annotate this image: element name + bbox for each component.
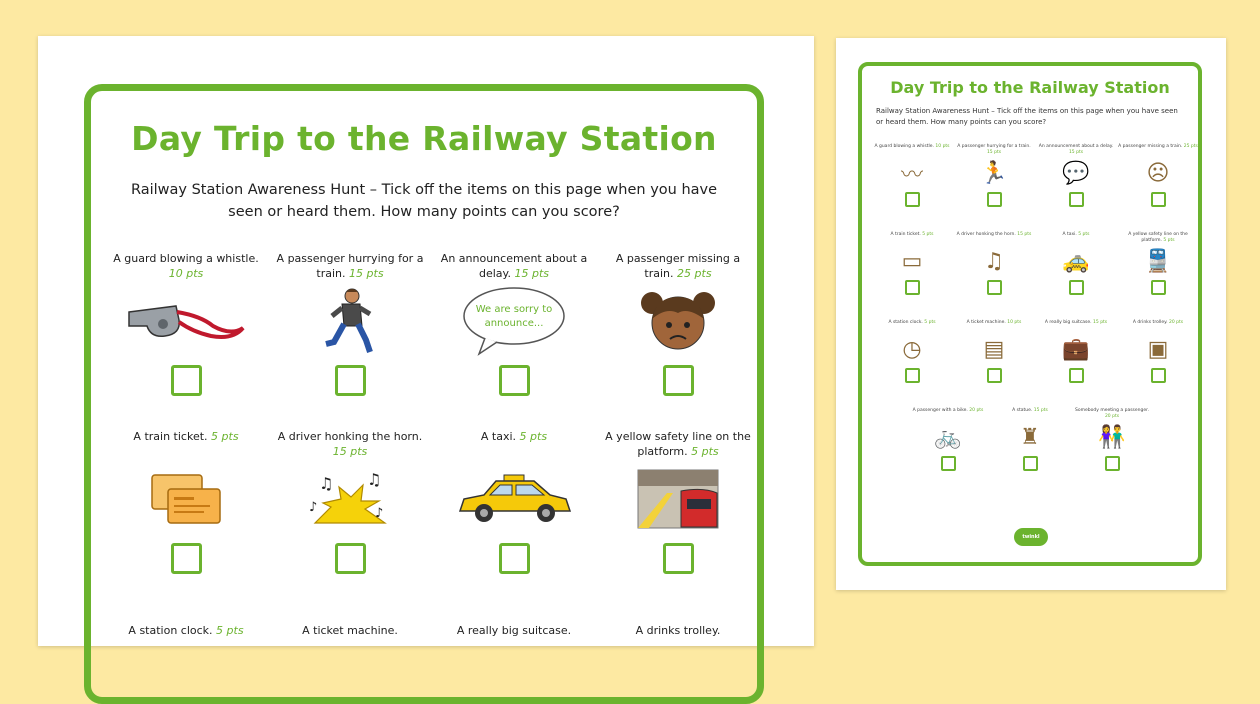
item-label: A drinks trolley. bbox=[635, 624, 721, 637]
whistle-icon bbox=[111, 283, 261, 359]
preview-item bbox=[872, 232, 952, 295]
item-label: A ticket machine. bbox=[302, 624, 398, 637]
preview-item-label: Somebody meeting a passenger. 20 pts bbox=[1075, 408, 1149, 419]
preview-item bbox=[1118, 232, 1198, 295]
preview-item bbox=[908, 408, 988, 471]
tick-checkbox[interactable] bbox=[905, 280, 920, 295]
train-ticket-icon bbox=[111, 461, 261, 537]
item-label: A yellow safety line on the platform. 5 pts bbox=[605, 430, 751, 458]
platform-train-icon bbox=[603, 461, 753, 537]
speech-bubble-icon: 💬 bbox=[1062, 160, 1090, 186]
tick-checkbox[interactable] bbox=[1023, 456, 1038, 471]
clock-icon: ◷ bbox=[902, 336, 922, 362]
whistle-icon: 〰 bbox=[900, 162, 923, 188]
announcement-text: We are sorry to announce... bbox=[475, 304, 553, 329]
worksheet-large bbox=[38, 36, 814, 646]
train-ticket-icon: ▭ bbox=[901, 248, 923, 274]
tick-checkbox[interactable] bbox=[1069, 368, 1084, 383]
svg-text:♫: ♫ bbox=[367, 470, 382, 489]
preview-item-label: A yellow safety line on the platform. 5 pts bbox=[1128, 232, 1188, 243]
preview-title: Day Trip to the Railway Station bbox=[890, 78, 1170, 97]
meeting-people-icon: 👫 bbox=[1098, 424, 1126, 450]
preview-item bbox=[954, 320, 1034, 383]
preview-intro: Railway Station Awareness Hunt – Tick off the items on this page when you have seen or heard them. How many points can you score? bbox=[876, 107, 1178, 126]
preview-item bbox=[1036, 232, 1116, 295]
tick-checkbox[interactable] bbox=[335, 543, 366, 574]
preview-item-label: A really big suitcase. 15 pts bbox=[1044, 320, 1108, 325]
hunt-item bbox=[603, 429, 753, 574]
tick-checkbox[interactable] bbox=[987, 192, 1002, 207]
tick-checkbox[interactable] bbox=[941, 456, 956, 471]
hunt-item bbox=[603, 623, 753, 655]
preview-item bbox=[1118, 144, 1198, 207]
hunt-item bbox=[111, 623, 261, 655]
preview-item-label: A station clock. 5 pts bbox=[888, 320, 936, 325]
item-label: A driver honking the horn. 15 pts bbox=[277, 430, 423, 458]
preview-item bbox=[990, 408, 1070, 471]
preview-item bbox=[954, 144, 1034, 207]
worksheet-intro: Railway Station Awareness Hunt – Tick off the items on this page when you have seen or heard them. How many points can you score? bbox=[130, 182, 718, 220]
preview-item bbox=[872, 320, 952, 383]
item-label: A passenger missing a train. 25 pts bbox=[615, 252, 741, 280]
worksheet-preview-frame bbox=[858, 62, 1202, 566]
hunt-item bbox=[275, 251, 425, 396]
speech-bubble-icon bbox=[439, 283, 589, 359]
tick-checkbox[interactable] bbox=[499, 543, 530, 574]
bike-icon: 🚲 bbox=[934, 424, 962, 450]
horn-sound-icon: ♫ bbox=[984, 248, 1004, 274]
tick-checkbox[interactable] bbox=[1105, 456, 1120, 471]
item-label: A passenger hurrying for a train. 15 pts bbox=[276, 252, 424, 280]
item-label: A station clock. 5 pts bbox=[128, 624, 244, 637]
item-label: An announcement about a delay. 15 pts bbox=[440, 252, 588, 280]
item-label: A taxi. 5 pts bbox=[480, 430, 548, 443]
suitcase-icon: 💼 bbox=[1062, 336, 1090, 362]
taxi-icon bbox=[439, 461, 589, 537]
preview-item-label: A passenger missing a train. 25 pts bbox=[1118, 144, 1198, 149]
preview-item bbox=[872, 144, 952, 207]
tick-checkbox[interactable] bbox=[171, 365, 202, 396]
tick-checkbox[interactable] bbox=[1069, 280, 1084, 295]
preview-item bbox=[1072, 408, 1152, 471]
tick-checkbox[interactable] bbox=[1151, 280, 1166, 295]
hunt-item bbox=[111, 429, 261, 574]
preview-item-label: A taxi. 5 pts bbox=[1062, 232, 1090, 237]
platform-train-icon: 🚆 bbox=[1144, 248, 1172, 274]
running-passenger-icon bbox=[275, 283, 425, 359]
twinkl-logo: twinkl bbox=[1014, 528, 1048, 546]
preview-item-label: A passenger hurrying for a train. 15 pts bbox=[957, 144, 1031, 155]
horn-sound-icon bbox=[275, 461, 425, 537]
preview-item-label: A drinks trolley. 20 pts bbox=[1132, 320, 1184, 325]
worksheet-title: Day Trip to the Railway Station bbox=[131, 119, 717, 158]
preview-item-label: An announcement about a delay. 15 pts bbox=[1038, 144, 1114, 155]
hunt-item bbox=[111, 251, 261, 396]
statue-icon: ♜ bbox=[1020, 424, 1040, 450]
drinks-trolley-icon: ▣ bbox=[1147, 336, 1169, 362]
hunt-item bbox=[275, 623, 425, 655]
hunt-item bbox=[439, 429, 589, 574]
tick-checkbox[interactable] bbox=[663, 365, 694, 396]
svg-text:♪: ♪ bbox=[375, 506, 384, 521]
preview-item bbox=[1118, 320, 1198, 383]
tick-checkbox[interactable] bbox=[499, 365, 530, 396]
preview-item-label: A ticket machine. 10 pts bbox=[966, 320, 1022, 325]
preview-item-label: A driver honking the horn. 15 pts bbox=[956, 232, 1032, 237]
sad-girl-icon: ☹ bbox=[1146, 160, 1170, 186]
tick-checkbox[interactable] bbox=[335, 365, 366, 396]
preview-item bbox=[1036, 320, 1116, 383]
item-label: A guard blowing a whistle. 10 pts bbox=[113, 252, 259, 280]
sad-girl-icon bbox=[603, 283, 753, 359]
preview-item-label: A statue. 15 pts bbox=[1012, 408, 1048, 413]
preview-item bbox=[954, 232, 1034, 295]
hunt-item bbox=[439, 251, 589, 396]
item-label: A really big suitcase. bbox=[456, 624, 572, 637]
hunt-item bbox=[439, 623, 589, 655]
tick-checkbox[interactable] bbox=[1151, 368, 1166, 383]
tick-checkbox[interactable] bbox=[663, 543, 694, 574]
ticket-machine-icon: ▤ bbox=[983, 336, 1005, 362]
tick-checkbox[interactable] bbox=[987, 368, 1002, 383]
svg-text:♫: ♫ bbox=[319, 474, 334, 493]
tick-checkbox[interactable] bbox=[987, 280, 1002, 295]
preview-item bbox=[1036, 144, 1116, 207]
svg-text:♪: ♪ bbox=[309, 500, 318, 515]
preview-item-label: A train ticket. 5 pts bbox=[890, 232, 934, 237]
hunt-item bbox=[603, 251, 753, 396]
item-label: A train ticket. 5 pts bbox=[133, 430, 239, 443]
taxi-icon: 🚕 bbox=[1062, 248, 1090, 274]
hunt-item bbox=[275, 429, 425, 574]
tick-checkbox[interactable] bbox=[171, 543, 202, 574]
tick-checkbox[interactable] bbox=[1069, 192, 1084, 207]
running-passenger-icon: 🏃 bbox=[980, 160, 1008, 186]
worksheet-frame bbox=[84, 84, 764, 704]
tick-checkbox[interactable] bbox=[905, 368, 920, 383]
worksheet-preview bbox=[836, 38, 1226, 590]
tick-checkbox[interactable] bbox=[905, 192, 920, 207]
preview-item-label: A passenger with a bike. 20 pts bbox=[912, 408, 984, 413]
preview-item-label: A guard blowing a whistle. 10 pts bbox=[874, 144, 950, 149]
tick-checkbox[interactable] bbox=[1151, 192, 1166, 207]
